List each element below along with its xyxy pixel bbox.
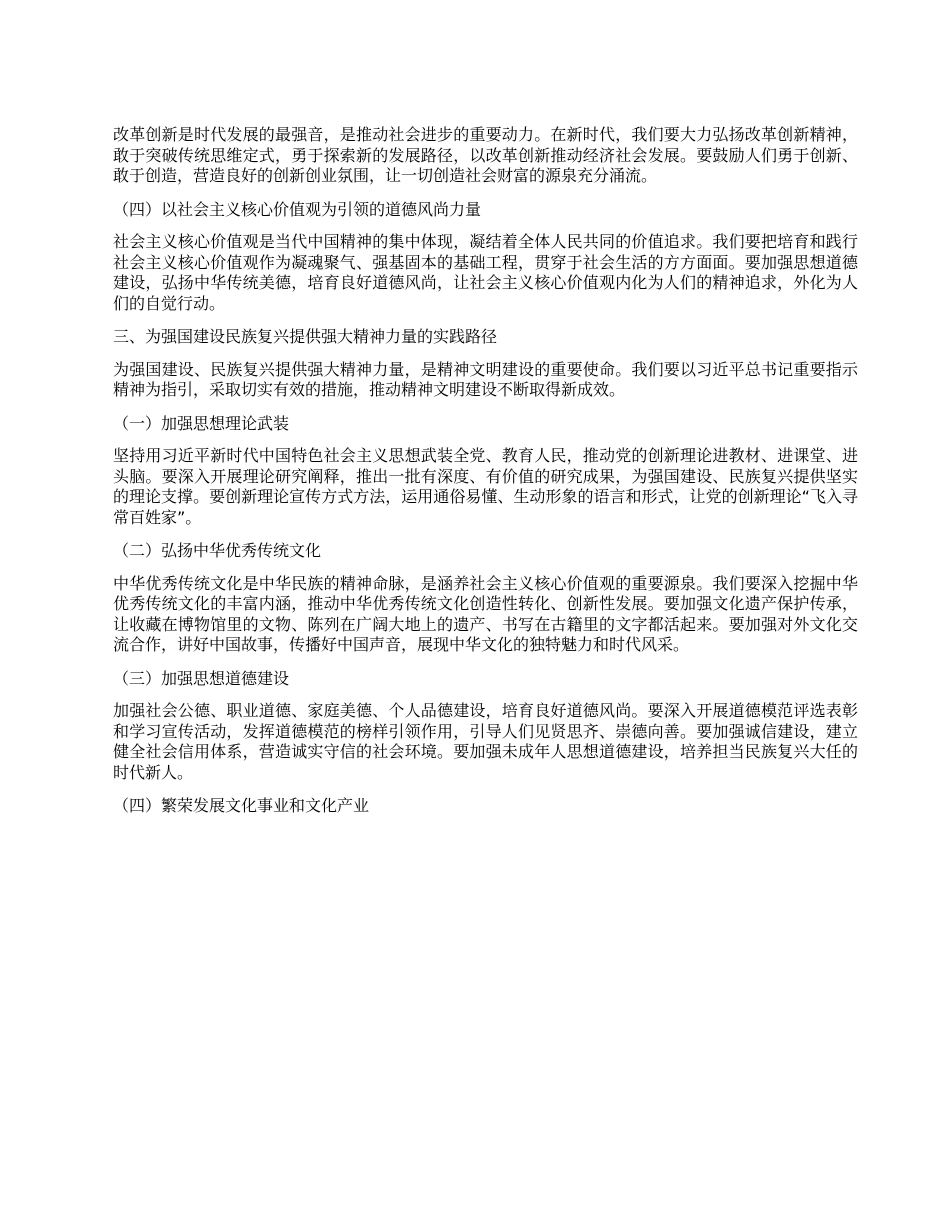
paragraph-traditional-culture: 中华优秀传统文化是中华民族的精神命脉，是涵养社会主义核心价值观的重要源泉。我们要深入挖掘中华优秀传统文化的丰富内涵，推动中华优秀传统文化创造性转化、创新性发展。要加强文化遗产保护传承，让收藏在博物馆里的文物、陈列在广阔大地上的遗产、书写在古籍里的文字都活起来。要加强对外文化交流合作，讲好中国故事，传播好中国声音，展现中华文化的独特魅力和时代风采。 (113, 573, 858, 654)
paragraph-moral-construction: 加强社会公德、职业道德、家庭美德、个人品德建设，培育良好道德风尚。要深入开展道德模范评选表彰和学习宣传活动，发挥道德模范的榜样引领作用，引导人们见贤思齐、崇德向善。要加强诚信建设，建立健全社会信用体系，营造诚实守信的社会环境。要加强未成年人思想道德建设，培养担当民族复兴大任的时代新人。 (113, 701, 858, 782)
heading-section-three: 三、为强国建设民族复兴提供强大精神力量的实践路径 (113, 327, 498, 346)
heading-traditional-culture: （二）弘扬中华优秀传统文化 (113, 541, 322, 560)
paragraph-core-values: 社会主义核心价值观是当代中国精神的集中体现，凝结着全体人民共同的价值追求。我们要把培育和践行社会主义核心价值观作为凝魂聚气、强基固本的基础工程，贯穿于社会生活的方方面面。要加强思想道德建设，弘扬中华传统美德，培育良好道德风尚，让社会主义核心价值观内化为人们的精神追求，外化为人们的自觉行动。 (113, 232, 858, 313)
paragraph-reform-innovation: 改革创新是时代发展的最强音，是推动社会进步的重要动力。在新时代，我们要大力弘扬改革创新精神，敢于突破传统思维定式，勇于探索新的发展路径，以改革创新推动经济社会发展。要鼓励人们勇于创新、敢于创造，营造良好的创新创业氛围，让一切创造社会财富的源泉充分涌流。 (113, 125, 858, 185)
paragraph-theory-armament: 坚持用习近平新时代中国特色社会主义思想武装全党、教育人民，推动党的创新理论进教材、进课堂、进头脑。要深入开展理论研究阐释，推出一批有深度、有价值的研究成果，为强国建设、民族复兴提供坚实的理论支撑。要创新理论宣传方式方法，运用通俗易懂、生动形象的语言和形式，让党的创新理论“飞入寻常百姓家”。 (113, 446, 858, 527)
document-page (113, 125, 858, 829)
heading-cultural-industry: （四）繁荣发展文化事业和文化产业 (113, 796, 370, 815)
heading-theory-armament: （一）加强思想理论武装 (113, 413, 290, 433)
paragraph-section-three-intro: 为强国建设、民族复兴提供强大精神力量，是精神文明建设的重要使命。我们要以习近平总书记重要指示精神为指引，采取切实有效的措施，推动精神文明建设不断取得新成效。 (113, 359, 858, 399)
heading-moral-construction: （三）加强思想道德建设 (113, 668, 290, 688)
heading-core-values: （四）以社会主义核心价值观为引领的道德风尚力量 (113, 199, 482, 219)
